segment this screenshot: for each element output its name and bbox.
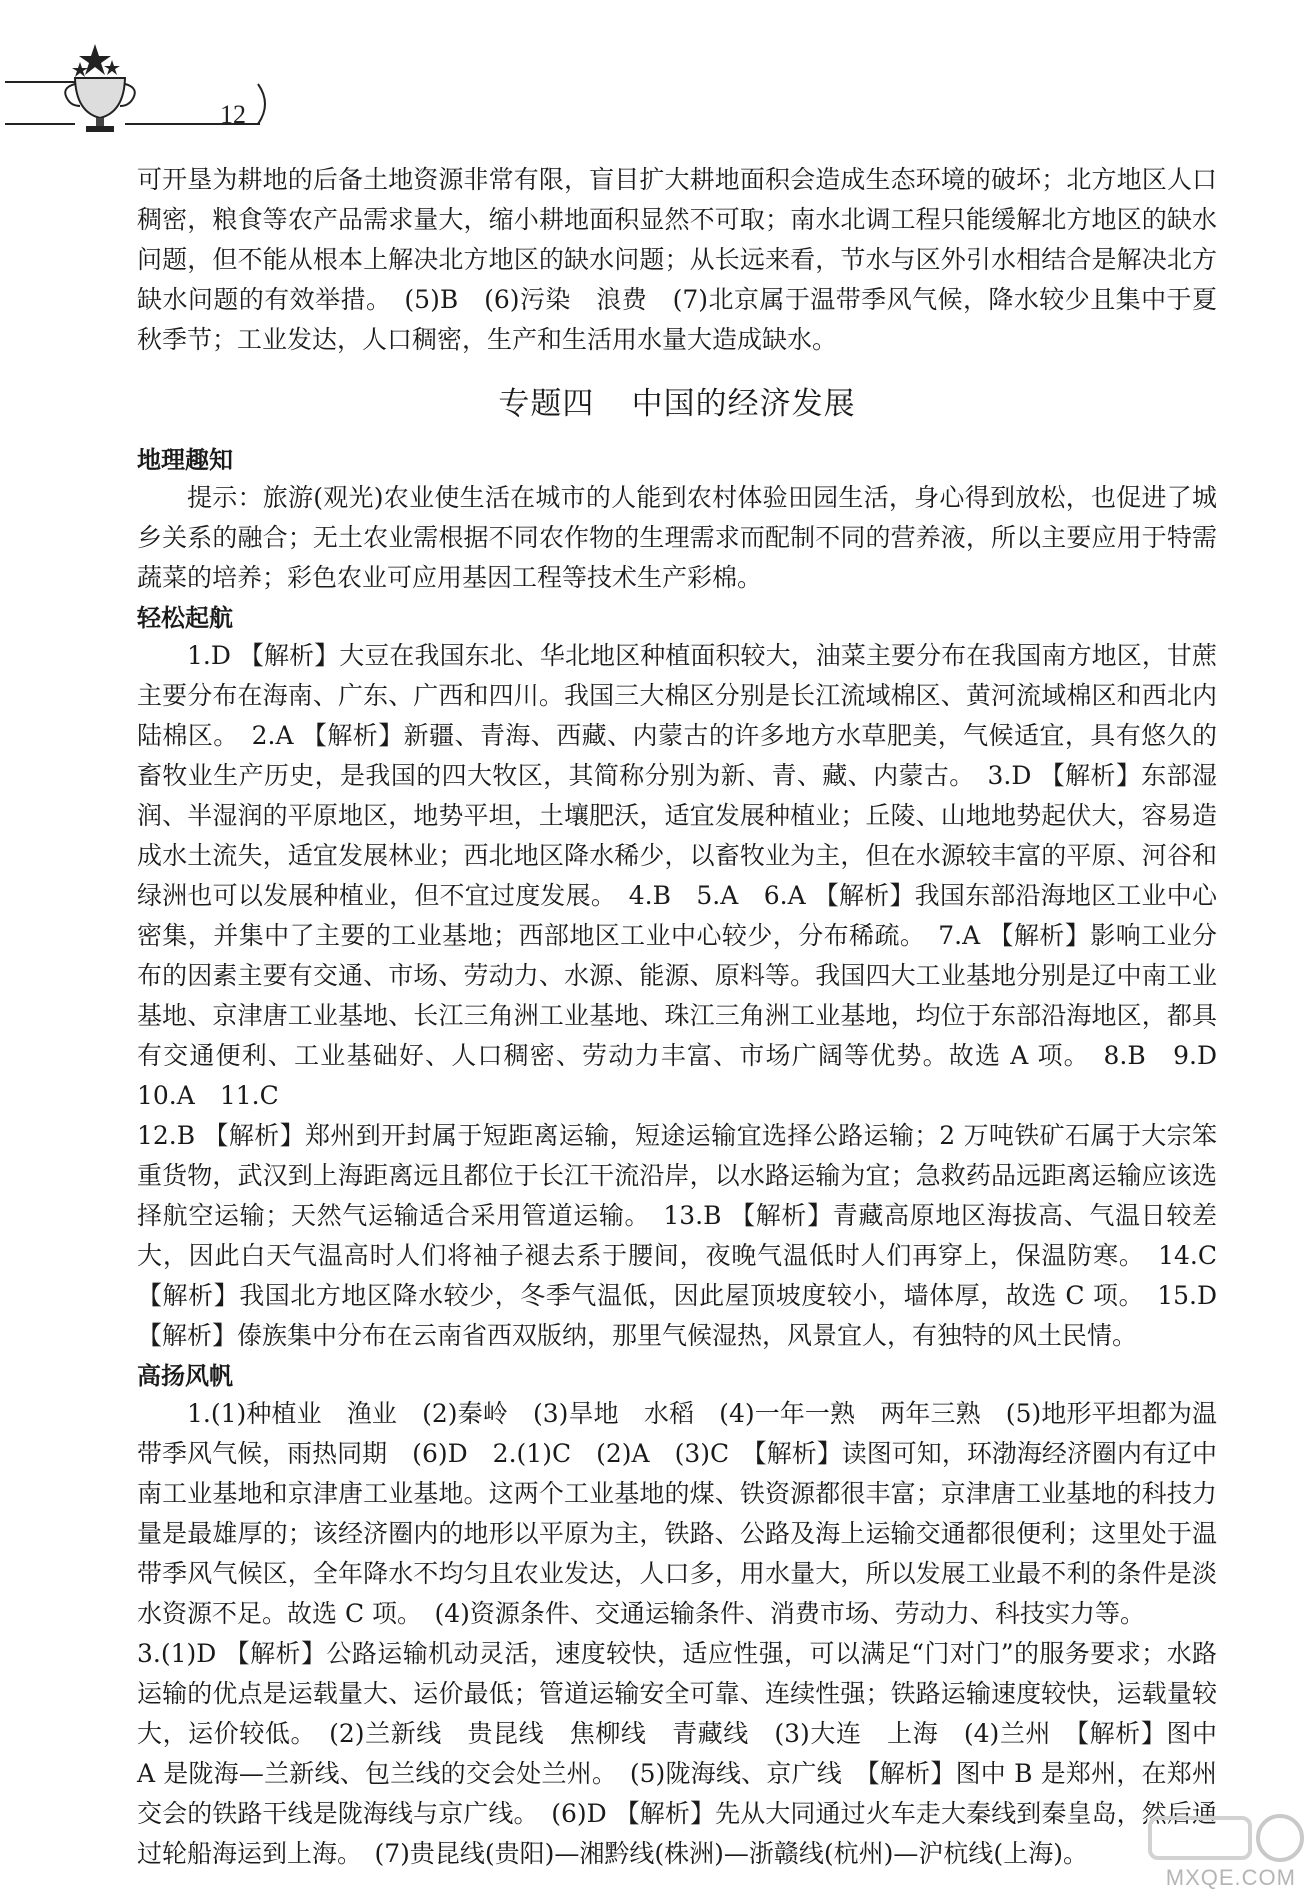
qingsong-paragraph-1: 1.D 【解析】大豆在我国东北、华北地区种植面积较大，油菜主要分布在我国南方地区，甘蔗主要分布在海南、广东、广西和四川。我国三大棉区分别是长江流域棉区、黄河流域棉区和西北内陆棉区。 2.A 【解析】新疆、青海、西藏、内蒙古的许多地方水草肥美，气候适宜，具有悠久的畜牧业生产历史，是我国的四大牧区，其简称分别为新、青、藏、内蒙古。 3.D 【解析】东部湿润、半湿润的平原地区，地势平坦，土壤肥沃，适宜发展种植业；丘陵、山地地势起伏大，容易造成水土流失，适宜发展林业；西北地区降水稀少，以畜牧业为主，但在水源较丰富的平原、河谷和绿洲也可以发展种植业，但不宜过度发展。 4.B 5.A 6.A 【解析】我国东部沿海地区工业中心密集，并集中了主要的工业基地；西部地区工业中心较少，分布稀疏。 7.A 【解析】影响工业分布的因素主要有交通、市场、劳动力、水源、能源、原料等。我国四大工业基地分别是辽中南工业基地、京津唐工业基地、长江三角洲工业基地、珠江三角洲工业基地，均位于东部沿海地区，都具有交通便利、工业基础好、人口稠密、劳动力丰富、市场广阔等优势。故选 A 项。 8.B 9.D 10.A 11.C bbox=[137, 641, 1243, 1110]
heading-dili-quzhi: 地理趣知 bbox=[137, 446, 233, 474]
gaoyang-paragraph-1: 1.(1)种植业 渔业 (2)秦岭 (3)旱地 水稻 (4)一年一熟 两年三熟 (5)地形平坦都为温带季风气候，雨热同期 (6)D 2.(1)C (2)A (3)C 【解析】读图可知，环渤海经济圈内有辽中南工业基地和京津唐工业基地。这两个工业基地的煤、铁资源都很丰富；京津唐工业基地的科技力量是最雄厚的；该经济圈内的地形以平原为主，铁路、公路及海上运输交通都很便利；这里处于温带季风气候区，全年降水不均匀且农业发达，人口多，用水量大，所以发展工业最不利的条件是淡水资源不足。故选 C 项。 (4)资源条件、交通运输条件、消费市场、劳动力、科技实力等。 bbox=[137, 1399, 1217, 1628]
intro-paragraph: 可开垦为耕地的后备土地资源非常有限，盲目扩大耕地面积会造成生态环境的破坏；北方地区人口稠密，粮食等农产品需求量大，缩小耕地面积显然不可取；南水北调工程只能缓解北方地区的缺水问题，但不能从根本上解决北方地区的缺水问题；从长远来看，节水与区外引水相结合是解决北方缺水问题的有效举措。 (5)B (6)污染 浪费 (7)北京属于温带季风气候，降水较少且集中于夏秋季节；工业发达，人口稠密，生产和生活用水量大造成缺水。 bbox=[137, 165, 1217, 354]
trophy-header-icon bbox=[0, 0, 300, 160]
watermark-logo bbox=[1130, 1800, 1310, 1897]
heading-gaoyang-fengfan: 高扬风帆 bbox=[137, 1362, 233, 1390]
section-name: 中国的经济发展 bbox=[631, 386, 856, 422]
section-number: 专题四 bbox=[498, 386, 595, 422]
heading-qingsong-qihang: 轻松起航 bbox=[137, 604, 233, 632]
gaoyang-paragraph-2: 3.(1)D 【解析】公路运输机动灵活，速度较快，适应性强，可以满足“门对门”的服务要求；水路运输的优点是运载量大、运价最低；管道运输安全可靠、连续性强；铁路运输速度较快，运载量较大，运价较低。 (2)兰新线 贵昆线 焦柳线 青藏线 (3)大连 上海 (4)兰州 【解析】图中 A 是陇海—兰新线、包兰线的交会处兰州。 (5)陇海线、京广线 【解析】图中 B 是郑州，在郑州交会的铁路干线是陇海线与京广线。 (6)D 【解析】先从大同通过火车走大秦线到秦皇岛，然后通过轮船海运到上海。 (7)贵昆线(贵阳)—湘黔线(株洲)—浙赣线(杭州)—沪杭线(上海)。 bbox=[137, 1639, 1217, 1868]
page-number: 12 bbox=[220, 100, 246, 129]
dili-paragraph: 提示：旅游(观光)农业使生活在城市的人能到农村体验田园生活，身心得到放松，也促进了城乡关系的融合；无土农业需根据不同农作物的生理需求而配制不同的营养液，所以主要应用于特需蔬菜的培养；彩色农业可应用基因工程等技术生产彩棉。 bbox=[137, 483, 1217, 592]
watermark-text: MXQE.COM bbox=[1165, 1865, 1296, 1890]
qingsong-paragraph-2: 12.B 【解析】郑州到开封属于短距离运输，短途运输宜选择公路运输；2 万吨铁矿石属于大宗笨重货物，武汉到上海距离远且都位于长江干流沿岸，以水路运输为宜；急救药品远距离运输应该选择航空运输；天然气运输适合采用管道运输。 13.B 【解析】青藏高原地区海拔高、气温日较差大，因此白天气温高时人们将袖子褪去系于腰间，夜晚气温低时人们再穿上，保温防寒。 14.C 【解析】我国北方地区降水较少，冬季气温低，因此屋顶坡度较小，墙体厚，故选 C 项。 15.D 【解析】傣族集中分布在云南省西双版纳，那里气候湿热，风景宜人，有独特的风土民情。 bbox=[137, 1121, 1217, 1350]
section-title bbox=[137, 382, 1217, 426]
page-content bbox=[137, 160, 1243, 1874]
watermark-icon bbox=[1130, 1800, 1310, 1870]
page-header bbox=[0, 0, 1314, 160]
